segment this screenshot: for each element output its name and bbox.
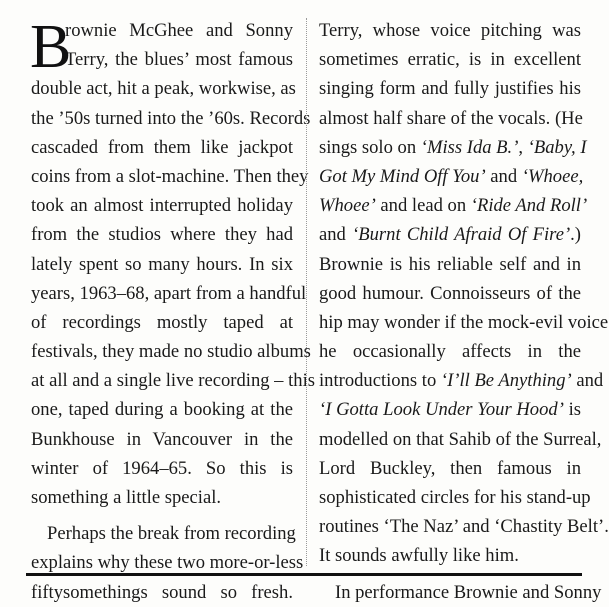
text-line: double act, hit a peak, workwise, as [31,78,296,100]
text-line: routines ‘The Naz’ and ‘Chastity Belt’. [319,516,609,538]
bottom-rule [26,573,582,576]
text-line [319,162,584,191]
italic-title: ‘Ride And Roll’ [470,195,588,217]
text-line: explains why these two more-or-less [31,552,304,574]
text-line: the ’50s turned into the ’60s. Records [31,107,311,129]
text-line [319,191,588,220]
text-line: almost half share of the vocals. (He [319,107,583,129]
text-line [319,366,604,395]
text-line: lately spent so many hours. In six [31,253,293,275]
text-line: Terry, whose voice pitching was [319,20,581,41]
text-line: cascaded from them like jackpot [31,136,293,158]
text-run: and [485,165,522,187]
text-run: sings solo on [319,136,421,158]
italic-title: ‘Miss Ida B.’ [420,136,519,158]
text-line [319,133,587,162]
text-line [319,395,581,424]
text-line: festivals, they made no studio albums [31,341,311,363]
italic-title: ‘Baby, I [527,136,587,158]
drop-cap: B [30,13,72,81]
text-line: Terry, the blues’ most famous [65,49,293,71]
text-line: something a little special. [31,487,222,508]
text-line: he occasionally affects in the [319,341,581,363]
text-line: took an almost interrupted holiday [31,195,293,217]
text-run: is [563,399,581,421]
right-column [319,16,609,607]
text-line: rownie McGhee and Sonny [65,20,293,41]
text-run: , [518,136,528,158]
text-line: years, 1963–68, apart from a handful [31,282,307,304]
italic-title: Whoee’ [319,195,376,217]
text-line: good humour. Connoisseurs of the [319,282,581,304]
text-line: It sounds awfully like him. [319,545,519,567]
italic-title: ‘Whoee, [521,165,584,187]
paragraph-gap [31,512,293,519]
text-run: and lead on [375,195,471,217]
text-line: winter of 1964–65. So this is [31,457,293,479]
text-line: In performance Brownie and Sonny [335,581,602,603]
text-line: one, taped during a booking at the [31,399,293,421]
text-line: Brownie is his reliable self and in [319,253,581,275]
italic-title: ‘I Gotta Look Under Your Hood’ [319,399,564,421]
text-line: singing form and fully justifies his [319,78,581,100]
italic-title: ‘I’ll Be Anything’ [440,370,572,392]
text-line: sophisticated circles for his stand-up [319,487,591,508]
left-column [30,13,315,607]
text-run: introductions to [319,370,441,392]
text-run: and [319,224,353,246]
text-line [319,220,581,249]
text-line: of recordings mostly taped at [31,311,293,333]
text-line: coins from a slot-machine. Then they [31,165,309,187]
column-divider [306,18,307,566]
text-line: Perhaps the break from recording [47,523,296,545]
text-line: fiftysomethings sound so fresh. [31,581,293,603]
text-line: sometimes erratic, is in excellent [319,49,581,71]
text-run: .) [570,224,581,246]
text-line: at all and a single live recording – this [31,370,315,392]
right-column-text [319,16,609,607]
italic-title: Got My Mind Off You’ [319,165,486,187]
left-column-text [30,13,315,607]
text-line: from the studios where they had [31,224,293,246]
text-line: Lord Buckley, then famous in [319,457,581,479]
text-run: and [571,370,604,392]
text-line: Bunkhouse in Vancouver in the [31,428,293,450]
text-line: modelled on that Sahib of the Surreal, [319,428,602,450]
text-line: hip may wonder if the mock-evil voice [319,311,609,333]
italic-title: ‘Burnt Child Afraid Of Fire’ [352,224,571,246]
